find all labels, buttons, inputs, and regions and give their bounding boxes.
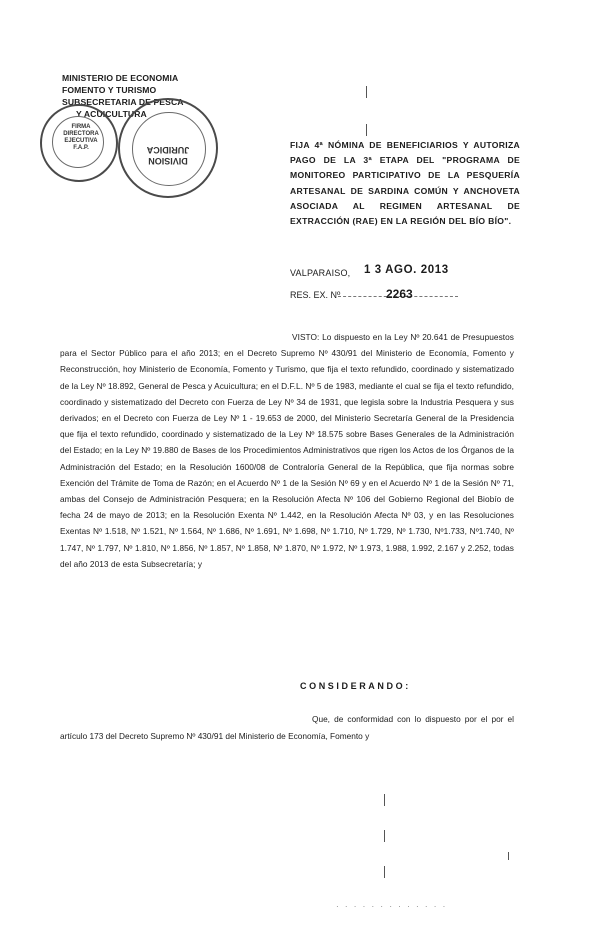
director-stamp-text: FIRMA — [71, 124, 91, 130]
resolution-number: 2263 — [386, 287, 413, 301]
legal-division-stamp-line: DIVISION — [148, 156, 188, 166]
margin-mark — [508, 852, 509, 860]
date-stamp: 1 3 AGO. 2013 — [364, 264, 449, 276]
visto-paragraph — [60, 329, 514, 572]
ministry-header-line: FOMENTO Y TURISMO — [62, 85, 157, 95]
legal-division-stamp-line: JURIDICA — [146, 145, 190, 155]
place-label: VALPARAISO, — [290, 268, 351, 278]
director-stamp-text: DIRECTORA — [63, 131, 99, 137]
director-stamp — [40, 104, 118, 182]
visto-text: Lo dispuesto en la Ley Nº 20.641 de Presupuestos para el Sector Público para el año 2013; en el Decreto Supremo Nº 430/91 del Ministerio de Economía, Fomento y Reconstrucción, hoy Ministerio de Economía, Fomento y Turismo, que fija el texto refundido, coordinado y sistematizado de la Ley Nº 18.892, General de Pesca y Acuicultura; en el D.F.L. Nº 5 de 1983, mediante el cual se fija el texto refundido, coordinado y sistematizado del Decreto con Fuerza de Ley Nº 34 de 1931, que legisla sobre la Industria Pesquera y sus derivados; en el Decreto con Fuerza de Ley Nº 1 - 19.653 de 2000, del Ministerio Secretaría General de la Presidencia que fija el texto refundido, coordinado y sistematizado de la Ley Nº 18.575 sobre Bases Generales de la Administración del Estado; en la Ley Nº 19.880 de Bases de los Procedimientos Administrativos que rigen los Actos de los Órganos de la Administración del Estado; en la Resolución 1600/08 de Contraloría General de la República, que fija normas sobre Exención del Trámite de Toma de Razón; en el Acuerdo Nº 1 de la Sesión Nº 69 y en el Acuerdo Nº 1 de la Sesión Nº 71, ambas del Consejo de Administración Pesquera; en la Resolución Afecta Nº 106 del Gobierno Regional del Biobío de fecha 24 de mayo de 2013; en la Resolución Exenta Nº 1.442, en la Resolución Afecta Nº 03, y en las Resoluciones Exentas Nº 1.518, Nº 1.521, Nº 1.564, Nº 1.686, Nº 1.691, Nº 1.698, Nº 1.710, Nº 1.729, Nº 1.730, Nº1.733, Nº1.740, Nº 1.747, Nº 1.797, Nº 1.810, Nº 1.856, Nº 1.857, Nº 1.858, Nº 1.870, Nº 1.972, Nº 1.973, 1.988, 1.992, 2.167 y 2.252, todas del año 2013 de esta Subsecretaría; y — [60, 332, 514, 569]
director-stamp-text: EJECUTIVA — [64, 138, 98, 144]
considerando-paragraph-1 — [60, 711, 514, 745]
visto-label: VISTO: — [292, 332, 320, 342]
footer-scan-artifact: · · · · · · · · · · · · · — [336, 902, 448, 911]
margin-mark — [366, 124, 367, 136]
ministry-header-line: MINISTERIO DE ECONOMIA — [62, 73, 179, 83]
margin-mark — [384, 794, 385, 806]
considerando-paragraph-1-text: Que, de conformidad con lo dispuesto por el por el artículo 173 del Decreto Supremo Nº 430/91 del Ministerio de Economía, Fomento y — [60, 714, 514, 741]
document-title: FIJA 4ª NÓMINA DE BENEFICIARIOS Y AUTORIZA PAGO DE LA 3ª ETAPA DEL "PROGRAMA DE MONITOREO PARTICIPATIVO DE LA PESQUERÍA ARTESANAL DE SARDINA COMÚN Y ANCHOVETA ASOCIADA AL REGIMEN ARTESANAL DE EXTRACCIÓN (RAE) EN LA REGIÓN DEL BÍO BÍO". — [290, 140, 520, 227]
ministry-header-line: SUBSECRETARIA DE PESCA — [62, 97, 184, 107]
legal-division-stamp-text — [140, 144, 196, 166]
resolution-label: RES. EX. Nº — [290, 290, 341, 300]
margin-mark — [366, 86, 367, 98]
legal-division-stamp — [118, 98, 218, 198]
margin-mark — [384, 866, 385, 878]
considerando-heading: CONSIDERANDO: — [300, 681, 411, 691]
director-stamp-text: F.A.P. — [73, 145, 89, 151]
margin-mark — [384, 830, 385, 842]
ministry-header-line: Y ACUICULTURA — [76, 109, 147, 119]
